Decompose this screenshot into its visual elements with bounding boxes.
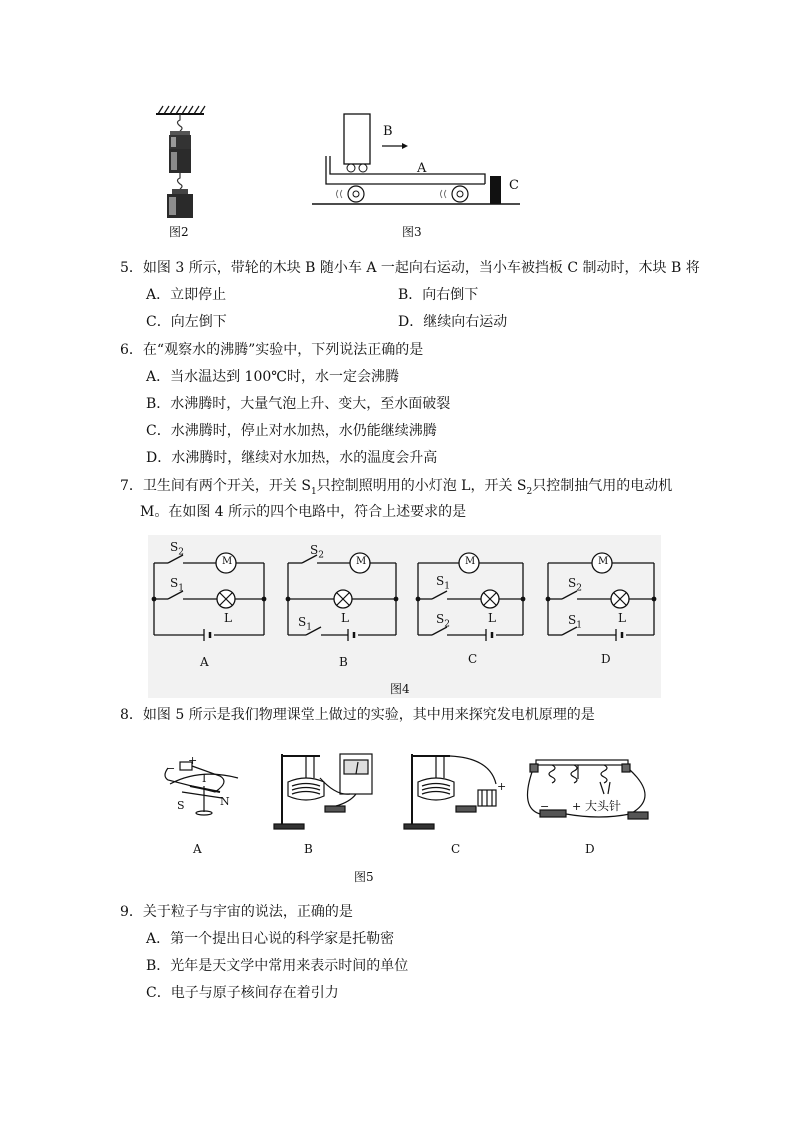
circuit-d-m: M	[598, 556, 609, 567]
figure-5-d-label: D	[585, 842, 595, 856]
circuit-b-s2: $S_2$	[310, 543, 324, 561]
subscript-2: 2	[526, 486, 533, 497]
option-d: D．水沸腾时，继续对水加热，水的温度会升高	[146, 450, 438, 466]
circuit-d-s2: $S_2$	[568, 576, 582, 594]
option-b: B．向右倒下	[398, 287, 479, 303]
figure-5-c-label: C	[451, 842, 461, 856]
figure-5-c-plus: +	[497, 780, 507, 793]
question-text-part1: 卫生间有两个开关，开关 S	[142, 478, 311, 494]
question-number: 6．	[120, 342, 143, 358]
question-text-part3: 只控制抽气用的电动机	[532, 478, 673, 494]
circuit-c-s2: $S_2$	[436, 612, 450, 630]
circuit-c-label: C	[468, 652, 478, 666]
option-c: C．水沸腾时，停止对水加热，水仍能继续沸腾	[146, 423, 437, 439]
figure-5-a-n: N	[220, 795, 230, 808]
question-text-part2: 只控制照明用的小灯泡 L，开关 S	[316, 478, 527, 494]
figure-5-a-plus: +	[188, 754, 198, 767]
circuit-a	[154, 555, 264, 641]
circuit-a-l: L	[224, 611, 232, 625]
option-b: B．水沸腾时，大量气泡上升、变大，至水面破裂	[146, 396, 451, 412]
figure-5-b-label: B	[304, 842, 313, 856]
circuit-b-label: B	[339, 655, 348, 669]
figure-5-d-minus: −	[540, 800, 550, 813]
circuit-d-l: L	[618, 611, 626, 625]
figure-3-label-b: B	[383, 124, 393, 139]
figure-2-drawing	[150, 100, 210, 225]
circuit-d	[548, 563, 654, 641]
circuit-d-label: D	[601, 652, 611, 666]
figure-5-a-s: S	[177, 799, 185, 812]
figure-5-a-label: A	[193, 842, 202, 856]
figure-5-c	[404, 754, 496, 829]
subscript-1: 1	[310, 486, 317, 497]
question-7-stem	[120, 477, 672, 501]
option-a: A．立即停止	[146, 287, 227, 303]
figure-5-b	[274, 754, 372, 829]
option-a: A．当水温达到 100℃时，水一定会沸腾	[146, 369, 399, 385]
option-d: D．继续向右运动	[398, 314, 508, 330]
figure-3-caption: 图3	[402, 225, 422, 239]
figure-5-d-plus: +	[572, 800, 582, 813]
figure-5-a-minus: −	[166, 762, 176, 775]
question-6-stem	[120, 341, 423, 359]
question-number: 9．	[120, 904, 143, 920]
option-c: C．向左倒下	[146, 314, 227, 330]
question-9-stem	[120, 903, 353, 921]
question-text: 如图 5 所示是我们物理课堂上做过的实验，其中用来探究发电机原理的是	[142, 707, 595, 723]
circuit-c	[418, 563, 523, 641]
circuit-b-l: L	[341, 611, 349, 625]
circuit-a-m: M	[222, 556, 233, 567]
figure-5-drawing	[160, 748, 660, 838]
option-a: A．第一个提出日心说的科学家是托勒密	[146, 931, 395, 947]
circuit-a-s1: $S_1$	[170, 576, 184, 594]
circuit-b-s1: $S_1$	[298, 615, 312, 633]
circuit-d-s1: $S_1$	[568, 613, 582, 631]
figure-5-d-pin-text: 大头针	[585, 799, 622, 813]
question-5-stem	[120, 259, 700, 277]
circuit-c-s1: $S_1$	[436, 574, 450, 592]
question-number: 7．	[120, 478, 143, 494]
question-7-stem-line2: M。在如图 4 所示的四个电路中，符合上述要求的是	[140, 504, 467, 520]
circuit-c-l: L	[488, 611, 496, 625]
figure-3-label-a: A	[417, 161, 427, 176]
figure-2-caption: 图2	[169, 225, 189, 239]
question-text: 如图 3 所示，带轮的木块 B 随小车 A 一起向右运动，当小车被挡板 C 制动时，木块 B 将	[142, 260, 700, 276]
figure-4-caption: 图4	[390, 682, 410, 696]
circuit-a-s2: $S_2$	[170, 540, 184, 558]
figure-3-label-c: C	[509, 178, 519, 193]
question-text: 在“观察水的沸腾”实验中，下列说法正确的是	[142, 342, 424, 358]
question-number: 8．	[120, 707, 143, 723]
question-8-stem	[120, 706, 595, 724]
option-c: C．电子与原子核间存在着引力	[146, 985, 339, 1001]
option-b: B．光年是天文学中常用来表示时间的单位	[146, 958, 409, 974]
figure-5-caption: 图5	[354, 870, 374, 884]
circuit-a-label: A	[200, 655, 209, 669]
question-number: 5．	[120, 260, 143, 276]
circuit-b-m: M	[356, 556, 367, 567]
question-text: 关于粒子与宇宙的说法，正确的是	[142, 904, 353, 920]
circuit-c-m: M	[465, 556, 476, 567]
figure-5-a-i: I	[202, 772, 207, 785]
